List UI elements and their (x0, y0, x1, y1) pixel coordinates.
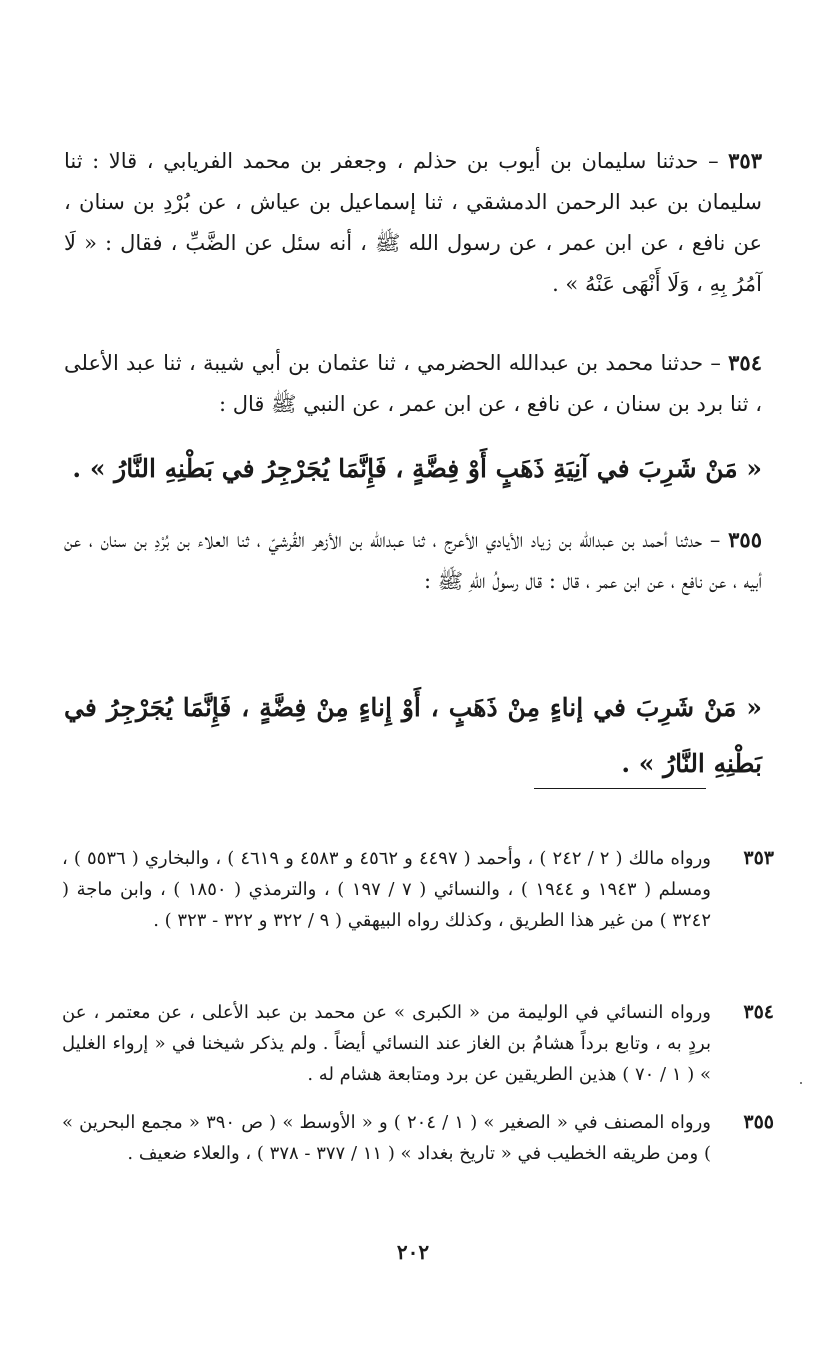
footnote-354 (62, 997, 774, 1090)
footnote-355 (62, 1107, 774, 1169)
hadith-354 (64, 342, 762, 425)
dash: – (702, 528, 721, 552)
hadith-number: ٣٥٣ (728, 148, 762, 173)
footnote-353 (62, 843, 774, 936)
page-number: ٢٠٢ (396, 1240, 430, 1264)
dash: – (703, 351, 721, 375)
hadith-text: حدثنا أحمد بن عبدالله بن زياد الأيادي الأعرج ، ثنا عبدالله بن الأزهر القُرشيّ ، ثنا العلاء بن بُرْدِ بن سنان ، عن أبيه ، عن نافع ، عن ابن عمر ، قال : قال رسولُ اللهِ ﷺ : (64, 528, 762, 593)
hadith-355 (64, 519, 762, 602)
footnote-divider (534, 788, 706, 789)
scan-speck (800, 1082, 802, 1084)
hadith-number: ٣٥٤ (728, 350, 762, 375)
footnote-text: ورواه مالك ( ٢ / ٢٤٢ ) ، وأحمد ( ٤٤٩٧ و ٤٥٦٢ و ٤٥٨٣ و ٤٦١٩ ) ، والبخاري ( ٥٥٣٦ ) ، ومسلم ( ١٩٤٣ و ١٩٤٤ ) ، والنسائي ( ٧ / ١٩٧ ) ، والترمذي ( ١٨٥٠ ) ، وابن ماجة ( ٣٢٤٢ ) من غير هذا الطريق ، وكذلك رواه البيهقي ( ٩ / ٣٢٢ و ٣٢٢ - ٣٢٣ ) . (62, 848, 711, 931)
hadith-355-quote: « مَنْ شَرِبَ في إناءٍ مِنْ ذَهَبٍ ، أَوْ إِناءٍ مِنْ فِضَّةٍ ، فَإِنَّمَا يُجَرْجِرُ في بَطْنِهِ النَّارُ » . (64, 693, 762, 778)
footnote-number: ٣٥٣ (743, 847, 774, 869)
footnote-number: ٣٥٤ (743, 1001, 774, 1023)
hadith-text: حدثنا سليمان بن أيوب بن حذلم ، وجعفر بن محمد الفريابي ، قالا : ثنا سليمان بن عبد الرحمن الدمشقي ، ثنا إسماعيل بن عياش ، عن بُرْدِ بن سنان ، عن نافع ، عن ابن عمر ، عن رسول الله ﷺ ، أنه سئل عن الضَّبِّ ، فقال : « لَا آمُرُ بِهِ ، وَلَا أَنْهَى عَنْهُ » . (64, 149, 762, 296)
hadith-353 (64, 140, 762, 305)
footnote-text: ورواه النسائي في الوليمة من « الكبرى » عن محمد بن عبد الأعلى ، عن معتمر ، عن بردٍ به ، وتابع برداً هشامُ بن الغاز عند النسائي أيضاً . ولم يذكر شيخنا في « إرواء الغليل » ( ١ / ٧٠ ) هذين الطريقين عن برد ومتابعة هشام له . (62, 1002, 711, 1085)
footnote-number: ٣٥٥ (743, 1111, 774, 1133)
hadith-text: حدثنا محمد بن عبدالله الحضرمي ، ثنا عثمان بن أبي شيبة ، ثنا عبد الأعلى ، ثنا برد بن سنان ، عن نافع ، عن ابن عمر ، عن النبي ﷺ قال : (64, 351, 762, 416)
dash: – (698, 149, 719, 173)
hadith-354-quote: « مَنْ شَرِبَ في آنِيَةِ ذَهَبٍ أَوْ فِضَّةٍ ، فَإِنَّمَا يُجَرْجِرُ في بَطْنِهِ النَّارُ » . (72, 454, 762, 483)
hadith-number: ٣٥٥ (728, 527, 762, 552)
footnote-text: ورواه المصنف في « الصغير » ( ١ / ٢٠٤ ) و « الأوسط » ( ص ٣٩٠ « مجمع البحرين » ) ومن طريقه الخطيب في « تاريخ بغداد » ( ١١ / ٣٧٧ - ٣٧٨ ) ، والعلاء ضعيف . (62, 1112, 711, 1164)
